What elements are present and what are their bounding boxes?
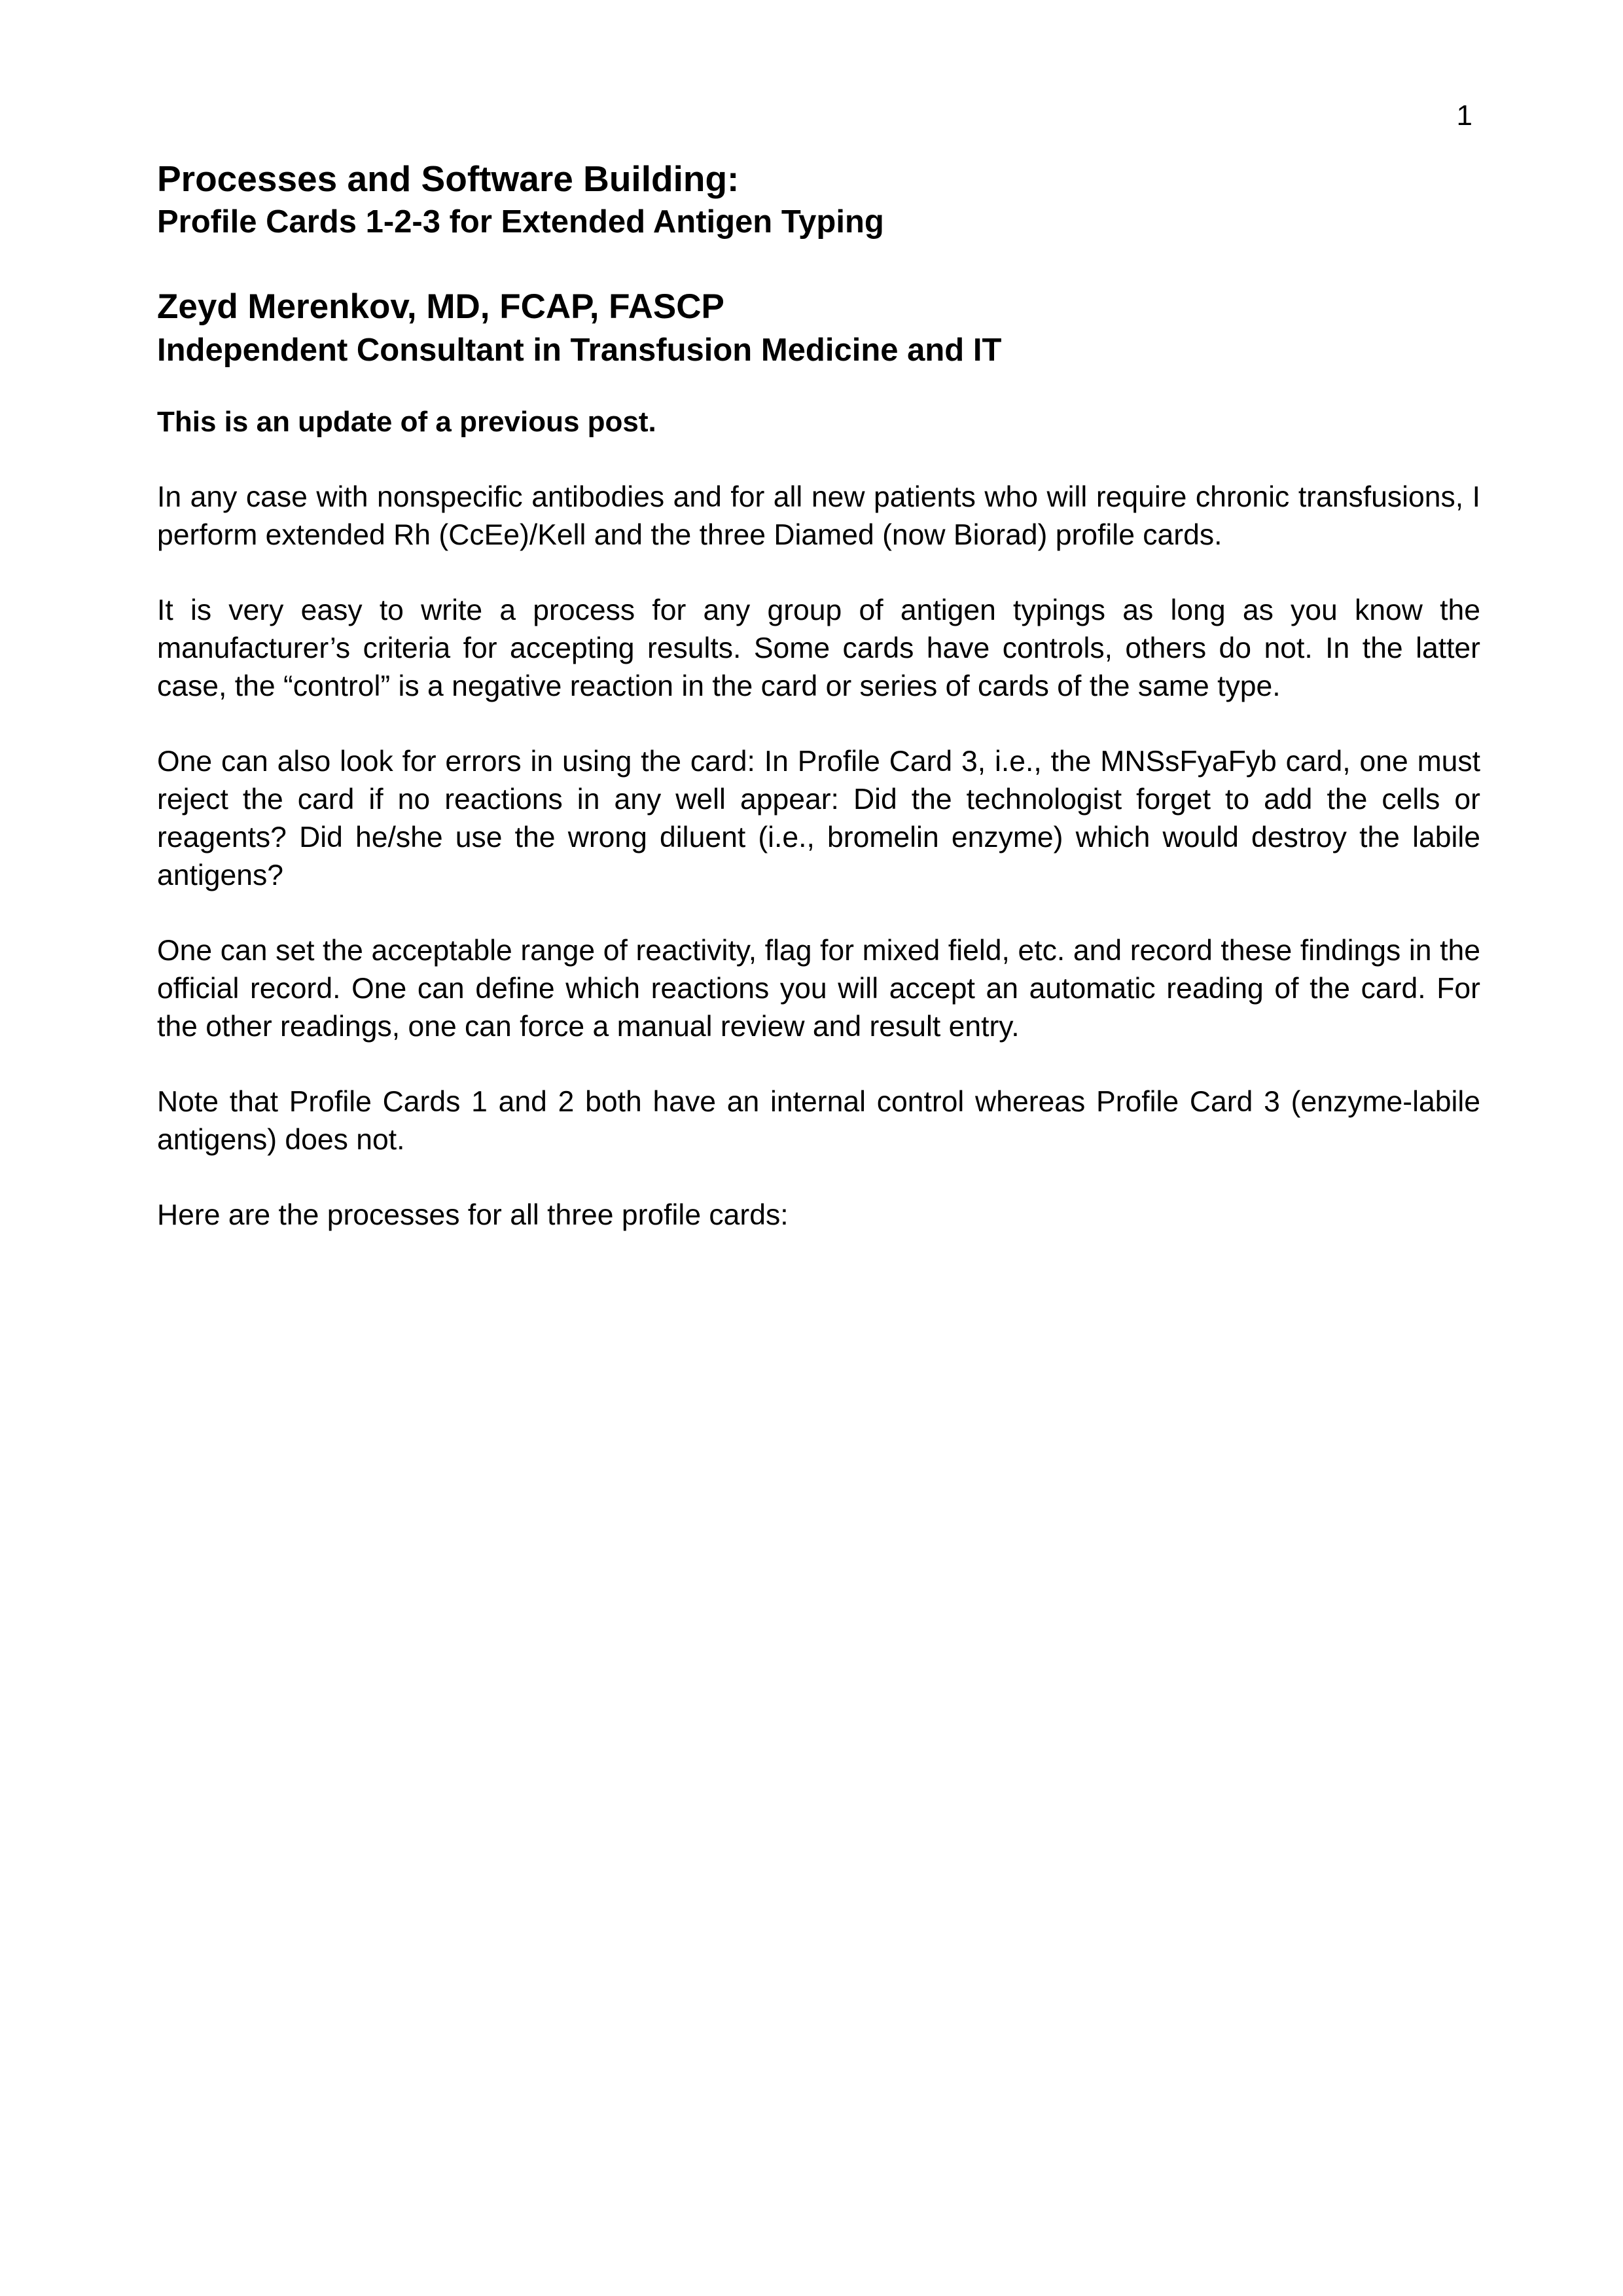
paragraph-card-errors: One can also look for errors in using the card: In Profile Card 3, i.e., the MNSsFyaFyb card, one must reject the card if no reactions in any well appear: Did the technologist forget to add the cells or reagents? Did he/she use the wrong diluent (i.e., bromelin enzyme) which would destroy the labile antigens? [157, 745, 1480, 891]
document-body [157, 157, 1480, 1234]
author-name: Zeyd Merenkov, MD, FCAP, FASCP [157, 287, 724, 326]
paragraph-reactivity-range: One can set the acceptable range of reactivity, flag for mixed field, etc. and record these findings in the official record. One can define which reactions you will accept an automatic reading of the card. For the other readings, one can force a manual review and result entry. [157, 935, 1480, 1043]
document-subtitle: Profile Cards 1-2-3 for Extended Antigen Typing [157, 204, 884, 240]
author-affiliation: Independent Consultant in Transfusion Medicine and IT [157, 332, 1002, 368]
paragraph-processes-intro: Here are the processes for all three profile cards: [157, 1199, 789, 1231]
paragraph-internal-control: Note that Profile Cards 1 and 2 both have an internal control whereas Profile Card 3 (enzyme-labile antigens) does not. [157, 1086, 1480, 1156]
paragraph-manufacturer-criteria: It is very easy to write a process for any group of antigen typings as long as you know the manufacturer’s criteria for accepting results. Some cards have controls, others do not. In the latter case, the “control” is a negative reaction in the card or series of cards of the same type. [157, 594, 1480, 702]
page-number: 1 [1456, 99, 1472, 132]
paragraph-chronic-transfusions: In any case with nonspecific antibodies and for all new patients who will require chronic transfusions, I perform extended Rh (CcEe)/Kell and the three Diamed (now Biorad) profile cards. [157, 481, 1480, 551]
author-block [157, 285, 1480, 372]
update-note: This is an update of a previous post. [157, 406, 656, 438]
document-title: Processes and Software Building: [157, 158, 740, 199]
